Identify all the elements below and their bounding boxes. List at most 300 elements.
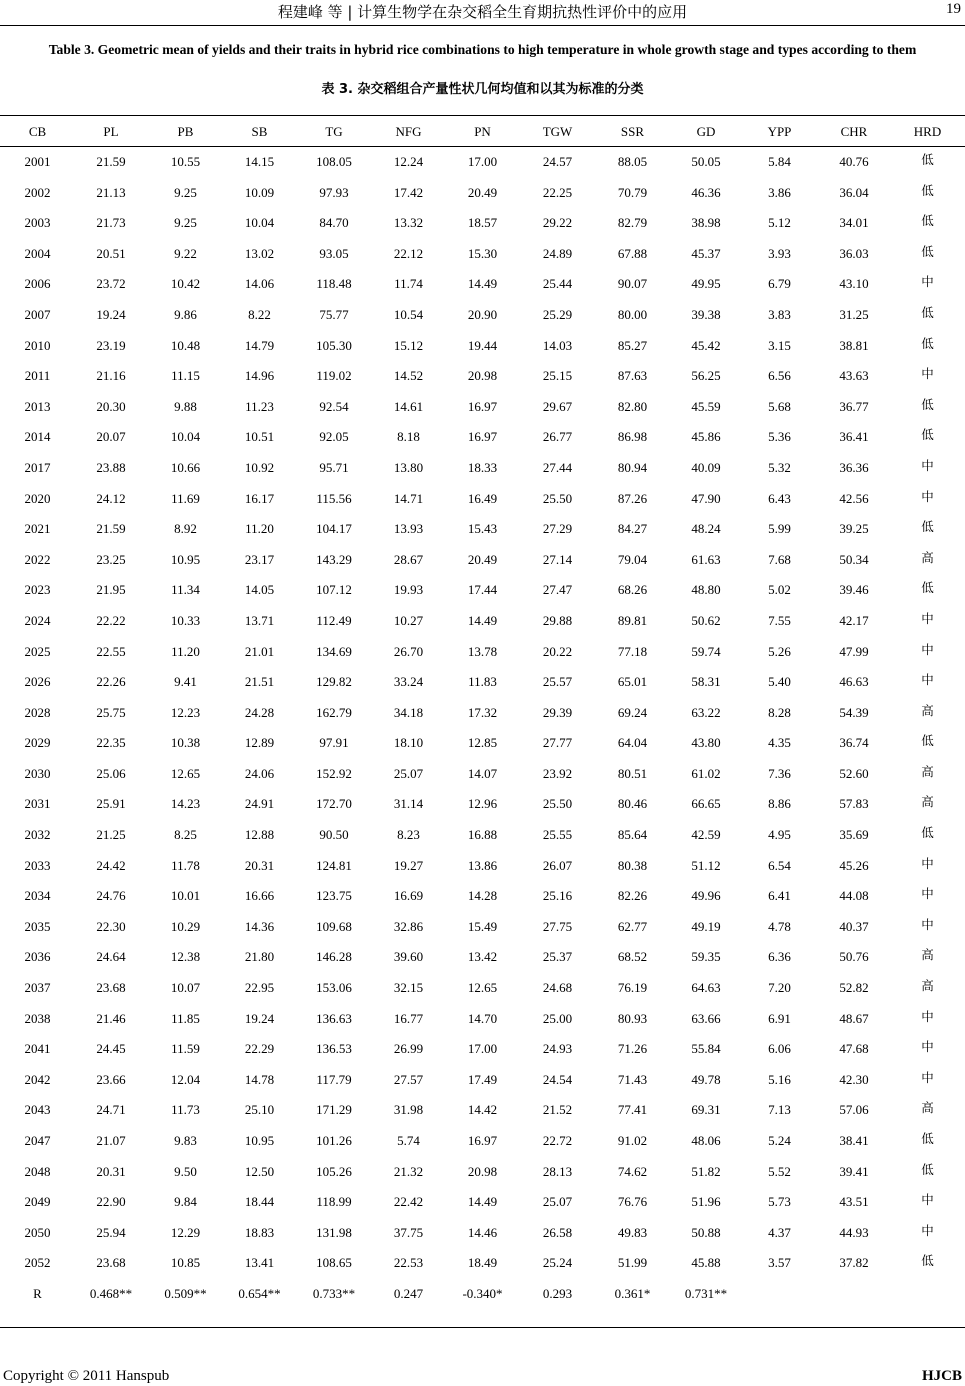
cell-ssr: 65.01	[617, 674, 648, 690]
cell-ypp: 5.16	[768, 1071, 791, 1087]
cell-ssr: 80.94	[617, 459, 648, 475]
cell-hrd: 低	[921, 733, 934, 749]
cell-tgw: 22.72	[542, 1133, 573, 1148]
cell-cb: 2042	[24, 1071, 51, 1087]
cell-pl: 25.94	[96, 1224, 126, 1240]
cell-pb: 8.92	[174, 521, 197, 537]
cell-nfg: 28.67	[393, 551, 424, 567]
cell-tg: 97.93	[319, 184, 349, 200]
table-row	[0, 1248, 965, 1279]
cell-gd: 48.06	[691, 1133, 721, 1148]
cell-hrd: 高	[921, 763, 934, 779]
cell-pl: 21.95	[96, 582, 126, 598]
cell-tg: 104.17	[316, 521, 352, 537]
correlation-cell	[818, 1279, 890, 1310]
cell-pn: 14.70	[467, 1010, 498, 1026]
correlation-cell: 0.293	[542, 1285, 573, 1301]
table-header-row	[0, 117, 965, 147]
correlation-cell: 0.361*	[614, 1285, 651, 1301]
cell-tgw: 24.93	[542, 1041, 573, 1057]
cell-ypp: 3.93	[768, 245, 791, 261]
cell-hrd: 低	[921, 519, 934, 535]
cell-chr: 43.51	[839, 1194, 869, 1210]
cell-pl: 22.30	[96, 918, 126, 934]
table-row	[0, 606, 965, 637]
cell-ypp: 7.13	[768, 1102, 791, 1118]
cell-tg: 92.05	[319, 429, 349, 445]
cell-ypp: 4.78	[768, 918, 791, 934]
cell-sb: 10.51	[244, 429, 275, 445]
cell-pl: 21.73	[96, 215, 126, 231]
cell-pn: 17.00	[467, 1041, 498, 1057]
cell-hrd: 中	[921, 672, 934, 688]
cell-pb: 14.23	[170, 796, 201, 812]
cell-ypp: 5.99	[768, 521, 791, 537]
cell-pb: 10.66	[170, 459, 201, 475]
cell-hrd: 低	[921, 825, 934, 841]
cell-gd: 49.78	[691, 1071, 721, 1087]
cell-pl: 25.91	[96, 796, 126, 812]
cell-gd: 69.31	[691, 1102, 721, 1118]
cell-ssr: 80.00	[617, 306, 648, 322]
cell-sb: 21.51	[244, 674, 275, 690]
cell-hrd: 低	[921, 304, 934, 320]
cell-gd: 59.35	[691, 949, 721, 965]
table-row	[0, 973, 965, 1004]
correlation-cell: 0.468**	[89, 1285, 133, 1301]
cell-pl: 24.64	[96, 949, 126, 965]
cell-pn: 12.96	[467, 796, 498, 812]
cell-gd: 66.65	[691, 796, 721, 812]
cell-ssr: 64.04	[617, 735, 648, 751]
cell-pl: 23.72	[96, 276, 126, 292]
page-number: 19	[946, 1, 961, 17]
cell-pb: 10.48	[170, 337, 201, 353]
cell-tg: 117.79	[316, 1071, 352, 1087]
cell-pn: 16.49	[467, 490, 498, 506]
cell-pn: 20.49	[467, 184, 498, 200]
table-top-rule	[0, 115, 965, 116]
cell-cb: 2021	[24, 521, 51, 537]
cell-pb: 11.34	[171, 582, 200, 598]
cell-nfg: 12.24	[393, 154, 424, 169]
cell-gd: 46.36	[691, 184, 721, 200]
cell-cb: 2013	[24, 398, 51, 414]
cell-ssr: 82.80	[617, 398, 648, 414]
cell-sb: 23.17	[244, 551, 275, 567]
cell-gd: 40.09	[691, 459, 721, 475]
cell-pl: 24.45	[96, 1041, 126, 1057]
cell-gd: 48.80	[691, 582, 721, 598]
cell-pl: 22.26	[96, 674, 126, 690]
cell-pn: 15.49	[467, 918, 498, 934]
cell-cb: 2023	[24, 582, 51, 598]
cell-ypp: 6.43	[768, 490, 791, 506]
cell-ypp: 5.26	[768, 643, 791, 659]
cell-ssr: 69.24	[617, 704, 648, 720]
cell-pn: 20.98	[467, 1163, 498, 1179]
cell-tg: 84.70	[319, 215, 349, 231]
cell-pn: 13.86	[467, 857, 498, 873]
cell-hrd: 中	[921, 916, 934, 932]
cell-sb: 24.28	[244, 704, 275, 720]
cell-pb: 10.33	[170, 612, 201, 628]
cell-tg: 95.71	[319, 459, 349, 475]
cell-hrd: 中	[921, 641, 934, 657]
cell-pb: 11.78	[171, 857, 200, 873]
cell-tgw: 25.15	[542, 368, 573, 384]
cell-pl: 21.59	[96, 154, 126, 169]
table-row	[0, 422, 965, 453]
cell-chr: 42.56	[839, 490, 869, 506]
cell-ssr: 86.98	[617, 429, 648, 445]
correlation-cell: -0.340*	[462, 1285, 503, 1301]
cell-tgw: 27.14	[542, 551, 573, 567]
cell-tg: 109.68	[316, 918, 352, 934]
table-row	[0, 453, 965, 484]
cell-ssr: 77.41	[617, 1102, 648, 1118]
cell-chr: 47.68	[839, 1041, 869, 1057]
cell-pn: 12.85	[467, 735, 498, 751]
table-row	[0, 331, 965, 362]
cell-sb: 21.01	[244, 643, 275, 659]
cell-chr: 39.25	[839, 521, 869, 537]
cell-tgw: 26.07	[542, 857, 573, 873]
cell-pb: 10.42	[170, 276, 201, 292]
cell-gd: 38.98	[691, 215, 721, 231]
cell-sb: 14.36	[244, 918, 275, 934]
cell-ypp: 8.28	[768, 704, 791, 720]
table-row	[0, 1218, 965, 1249]
cell-hrd: 中	[921, 855, 934, 871]
cell-chr: 36.74	[839, 735, 869, 751]
cell-pb: 9.86	[174, 306, 197, 322]
cell-nfg: 17.42	[393, 184, 424, 200]
cell-nfg: 32.86	[393, 918, 424, 934]
table-row	[0, 637, 965, 668]
table-row	[0, 208, 965, 239]
table-row	[0, 300, 965, 331]
cell-pb: 10.01	[170, 888, 201, 904]
cell-tgw: 27.75	[542, 918, 573, 934]
cell-tg: 136.53	[316, 1041, 352, 1057]
cell-sb: 11.20	[245, 521, 274, 537]
cell-nfg: 14.61	[393, 398, 424, 414]
cell-sb: 16.17	[244, 490, 275, 506]
column-header-sb: SB	[251, 124, 268, 139]
column-header-tg: TG	[325, 124, 343, 139]
cell-hrd: 高	[921, 947, 934, 963]
cell-gd: 63.22	[691, 704, 721, 720]
cell-ssr: 80.93	[617, 1010, 648, 1026]
cell-pl: 24.42	[96, 857, 126, 873]
table-row	[0, 759, 965, 790]
cell-chr: 52.60	[839, 765, 869, 781]
table-row	[0, 789, 965, 820]
cell-ssr: 77.18	[617, 643, 648, 659]
cell-tg: 107.12	[316, 582, 352, 598]
cell-gd: 49.95	[691, 276, 721, 292]
cell-nfg: 27.57	[393, 1071, 424, 1087]
cell-cb: 2007	[24, 306, 51, 322]
cell-ssr: 67.88	[617, 245, 648, 261]
cell-tg: 112.49	[316, 612, 352, 628]
cell-nfg: 32.15	[393, 980, 424, 996]
table-row	[0, 361, 965, 392]
cell-ssr: 71.43	[617, 1071, 648, 1087]
cell-tg: 162.79	[316, 704, 352, 720]
cell-hrd: 低	[921, 335, 934, 351]
cell-cb: 2030	[24, 765, 51, 781]
cell-chr: 35.69	[839, 827, 869, 843]
table-row	[0, 575, 965, 606]
cell-ssr: 80.51	[617, 765, 648, 781]
cell-gd: 63.66	[691, 1010, 721, 1026]
cell-ssr: 85.27	[617, 337, 648, 353]
cell-tg: 118.48	[316, 276, 352, 292]
cell-ypp: 7.68	[768, 551, 791, 567]
table-row	[0, 239, 965, 270]
cell-gd: 39.38	[691, 306, 721, 322]
cell-chr: 52.82	[839, 980, 869, 996]
cell-pn: 20.49	[467, 551, 498, 567]
cell-chr: 43.63	[839, 368, 869, 384]
table-row	[0, 1157, 965, 1188]
cell-hrd: 高	[921, 794, 934, 810]
cell-pl: 20.07	[96, 429, 126, 445]
correlation-cell: 0.509**	[164, 1285, 207, 1301]
cell-cb: 2020	[24, 490, 51, 506]
cell-pl: 20.30	[96, 398, 126, 414]
table-row	[0, 820, 965, 851]
cell-hrd: 低	[921, 243, 934, 259]
cell-ssr: 76.76	[617, 1194, 648, 1210]
cell-pn: 16.88	[467, 827, 498, 843]
cell-chr: 37.82	[839, 1255, 869, 1271]
cell-ssr: 74.62	[617, 1163, 648, 1179]
cell-gd: 45.88	[691, 1255, 721, 1271]
cell-hrd: 低	[921, 427, 934, 443]
cell-ypp: 3.57	[768, 1255, 791, 1271]
cell-hrd: 高	[921, 978, 934, 994]
column-header-ssr: SSR	[620, 124, 645, 139]
cell-tgw: 14.03	[542, 337, 573, 353]
cell-pb: 9.83	[174, 1133, 197, 1148]
cell-gd: 45.86	[691, 429, 721, 445]
cell-tg: 101.26	[316, 1133, 352, 1148]
cell-gd: 45.37	[691, 245, 721, 261]
cell-gd: 45.42	[691, 337, 721, 353]
running-title: 程建峰 等 | 计算生物学在杂交稻全生育期抗热性评价中的应用	[277, 3, 688, 21]
cell-nfg: 39.60	[393, 949, 424, 965]
cell-tgw: 29.22	[542, 215, 573, 231]
cell-ypp: 5.40	[768, 674, 791, 690]
table-body	[0, 147, 965, 1310]
cell-pb: 9.84	[174, 1194, 197, 1210]
cell-cb: 2014	[24, 429, 51, 445]
cell-pn: 16.97	[467, 398, 498, 414]
cell-pb: 10.38	[170, 735, 201, 751]
cell-chr: 40.76	[839, 154, 869, 169]
cell-ssr: 79.04	[617, 551, 648, 567]
cell-ypp: 5.84	[768, 154, 791, 169]
cell-pn: 14.28	[467, 888, 498, 904]
cell-gd: 48.24	[691, 521, 721, 537]
cell-sb: 13.02	[244, 245, 275, 261]
cell-pn: 11.83	[468, 674, 497, 690]
cell-cb: 2022	[24, 551, 51, 567]
cell-cb: 2052	[24, 1255, 51, 1271]
cell-hrd: 中	[921, 1039, 934, 1055]
cell-nfg: 26.70	[393, 643, 424, 659]
cell-cb: 2006	[24, 276, 51, 292]
cell-sb: 14.05	[244, 582, 275, 598]
cell-tg: 97.91	[319, 735, 349, 751]
cell-pl: 22.22	[96, 612, 126, 628]
cell-gd: 51.12	[691, 857, 721, 873]
cell-pn: 16.97	[467, 1133, 498, 1148]
table-row	[0, 881, 965, 912]
cell-ypp: 3.86	[768, 184, 791, 200]
cell-gd: 55.84	[691, 1041, 721, 1057]
cell-nfg: 37.75	[393, 1224, 424, 1240]
cell-pl: 25.75	[96, 704, 126, 720]
cell-ssr: 71.26	[617, 1041, 648, 1057]
table-row	[0, 1065, 965, 1096]
cell-ypp: 5.36	[768, 429, 791, 445]
cell-cb: 2001	[24, 154, 51, 169]
cell-tg: 153.06	[316, 980, 352, 996]
cell-nfg: 10.54	[393, 306, 424, 322]
table-row	[0, 667, 965, 698]
cell-ypp: 4.95	[768, 827, 791, 843]
cell-sb: 13.71	[244, 612, 275, 628]
cell-gd: 50.62	[691, 612, 721, 628]
cell-nfg: 31.98	[393, 1102, 424, 1118]
cell-hrd: 高	[921, 1100, 934, 1116]
cell-nfg: 5.74	[397, 1133, 420, 1148]
cell-nfg: 10.27	[393, 612, 424, 628]
cell-pn: 18.57	[467, 215, 498, 231]
cell-pn: 12.65	[467, 980, 498, 996]
cell-pn: 13.42	[467, 949, 498, 965]
cell-pn: 17.32	[467, 704, 498, 720]
cell-hrd: 低	[921, 1161, 934, 1177]
cell-nfg: 22.53	[393, 1255, 424, 1271]
cell-tgw: 25.55	[542, 827, 573, 843]
cell-pb: 9.41	[174, 674, 197, 690]
cell-tgw: 27.29	[542, 521, 573, 537]
cell-tg: 115.56	[316, 490, 352, 506]
cell-sb: 12.50	[244, 1163, 275, 1179]
table-row	[0, 147, 965, 178]
cell-gd: 45.59	[691, 398, 721, 414]
cell-pn: 15.30	[467, 245, 498, 261]
cell-pn: 14.49	[467, 276, 498, 292]
cell-pl: 21.13	[96, 184, 126, 200]
cell-tg: 152.92	[316, 765, 352, 781]
cell-nfg: 22.12	[393, 245, 424, 261]
cell-ssr: 91.02	[617, 1133, 648, 1148]
cell-sb: 12.89	[244, 735, 275, 751]
cell-nfg: 18.10	[393, 735, 424, 751]
column-header-tgw: TGW	[542, 124, 573, 139]
cell-gd: 50.05	[691, 154, 721, 169]
cell-tg: 134.69	[316, 643, 352, 659]
cell-chr: 36.36	[839, 459, 869, 475]
cell-chr: 36.41	[839, 429, 869, 445]
cell-ssr: 88.05	[617, 154, 648, 169]
cell-pb: 9.25	[174, 215, 197, 231]
cell-gd: 51.96	[691, 1194, 721, 1210]
correlation-cell	[890, 1279, 965, 1310]
cell-cb: 2004	[24, 245, 51, 261]
cell-hrd: 低	[921, 182, 934, 198]
table-row	[0, 851, 965, 882]
cell-pn: 13.78	[467, 643, 498, 659]
cell-nfg: 16.69	[393, 888, 424, 904]
cell-chr: 38.41	[839, 1133, 869, 1148]
cell-tg: 124.81	[316, 857, 352, 873]
cell-chr: 46.63	[839, 674, 869, 690]
cell-pb: 11.59	[171, 1041, 200, 1057]
cell-sb: 10.09	[244, 184, 275, 200]
cell-pl: 23.68	[96, 1255, 126, 1271]
cell-pl: 21.07	[96, 1133, 126, 1148]
cell-nfg: 31.14	[393, 796, 424, 812]
cell-pl: 20.51	[96, 245, 126, 261]
cell-pb: 12.65	[170, 765, 201, 781]
cell-ypp: 6.79	[768, 276, 791, 292]
cell-hrd: 低	[921, 1131, 934, 1146]
cell-pn: 16.97	[467, 429, 498, 445]
cell-chr: 36.03	[839, 245, 869, 261]
cell-chr: 50.34	[839, 551, 869, 567]
cell-tgw: 24.54	[542, 1071, 573, 1087]
cell-pn: 14.49	[467, 1194, 498, 1210]
cell-hrd: 低	[921, 152, 934, 167]
cell-nfg: 19.93	[393, 582, 424, 598]
cell-chr: 44.93	[839, 1224, 869, 1240]
cell-sb: 14.96	[244, 368, 275, 384]
journal-abbreviation: HJCB	[921, 1368, 962, 1384]
table-row	[0, 545, 965, 576]
cell-pl: 23.66	[96, 1071, 126, 1087]
cell-tg: 105.30	[316, 337, 352, 353]
cell-hrd: 中	[921, 488, 934, 504]
table-row	[0, 728, 965, 759]
cell-nfg: 11.74	[394, 276, 423, 292]
cell-tg: 105.26	[316, 1163, 352, 1179]
cell-ypp: 6.41	[768, 888, 791, 904]
cell-pb: 12.23	[170, 704, 201, 720]
cell-ssr: 82.79	[617, 215, 648, 231]
cell-pb: 11.73	[171, 1102, 200, 1118]
cell-chr: 44.08	[839, 888, 869, 904]
cell-pl: 25.06	[96, 765, 126, 781]
cell-tg: 93.05	[319, 245, 349, 261]
cell-pl: 22.90	[96, 1194, 126, 1210]
cell-sb: 22.95	[244, 980, 275, 996]
cell-hrd: 中	[921, 366, 934, 382]
cell-tgw: 25.50	[542, 490, 573, 506]
cell-ypp: 6.36	[768, 949, 791, 965]
cell-tg: 143.29	[316, 551, 352, 567]
cell-sb: 18.83	[244, 1224, 275, 1240]
cell-chr: 36.04	[839, 184, 869, 200]
column-header-hrd: HRD	[913, 124, 942, 139]
cell-ypp: 5.32	[768, 459, 791, 475]
